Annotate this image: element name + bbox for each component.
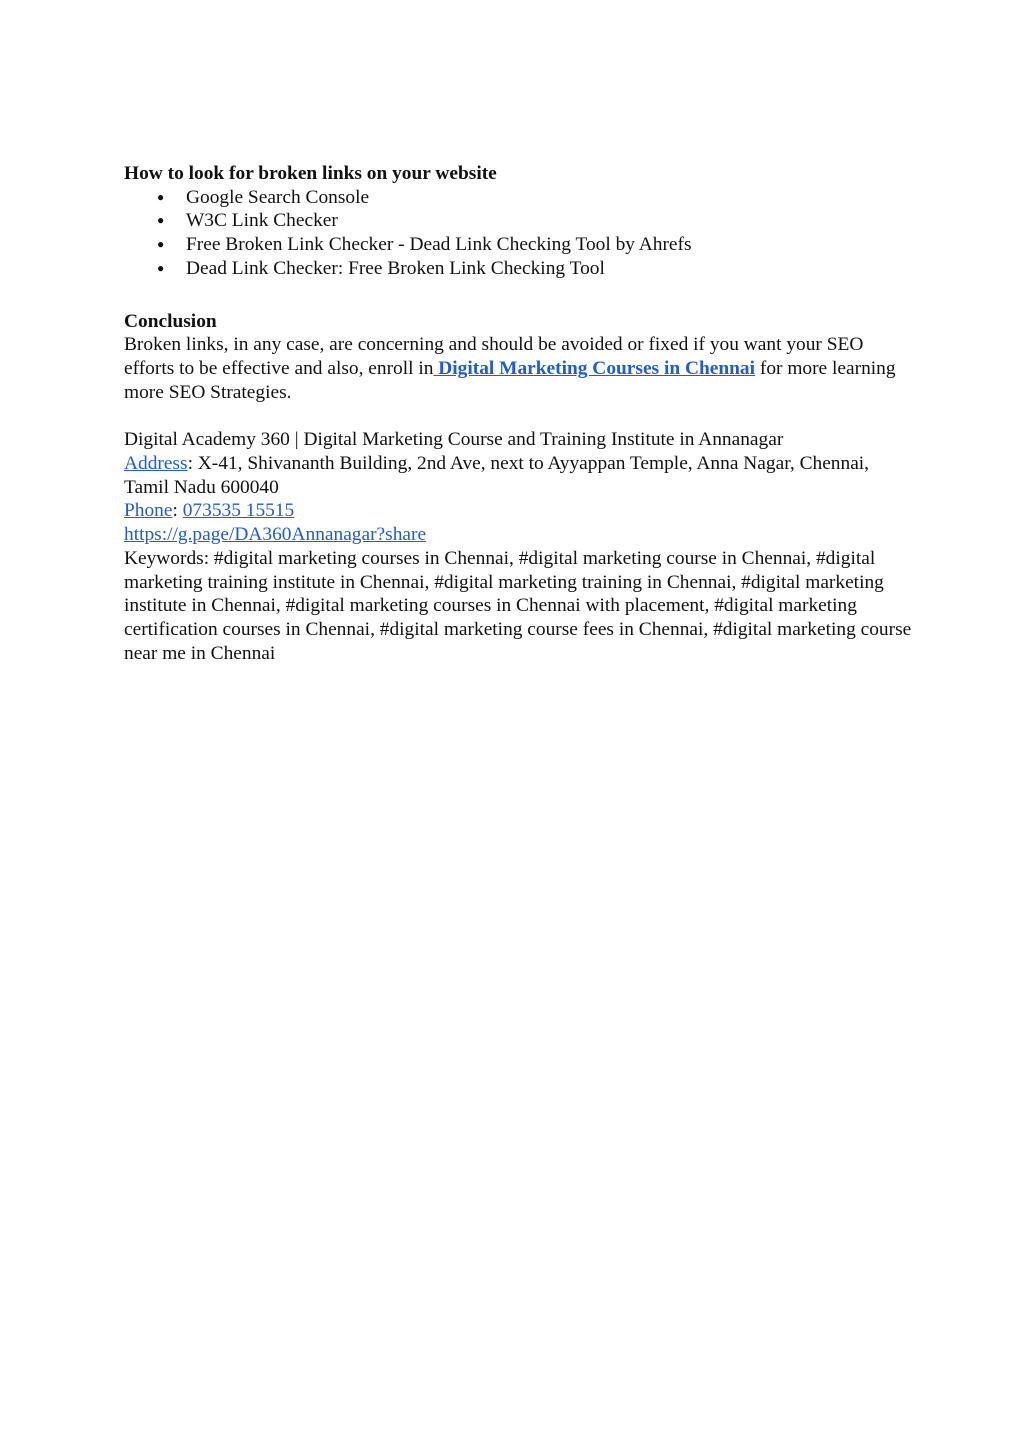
- tools-list: [124, 186, 914, 281]
- list-item: ● Free Broken Link Checker - Dead Link Checking Tool by Ahrefs: [157, 234, 692, 256]
- phone-label-link[interactable]: Phone: [124, 500, 173, 522]
- conclusion-heading: Conclusion: [124, 310, 217, 332]
- section-heading-broken-links: How to look for broken links on your website: [124, 163, 497, 184]
- list-item: ● Google Search Console: [157, 186, 370, 208]
- keywords-paragraph: Keywords: #digital marketing courses in Chennai, #digital marketing course in Chennai, #digital marketing training institute in Chennai, #digital marketing training in Chennai, #digital marketing institute in Chennai, #digital marketing courses in Chennai with placement, #digital marketing certification courses in Chennai, #digital marketing course fees in Chennai, #digital marketing course near me in Chennai: [124, 547, 912, 664]
- address-link[interactable]: Address: [124, 453, 188, 475]
- conclusion-paragraph: Broken links, in any case, are concerning and should be avoided or fixed if you want your SEO efforts to be effective and also, enroll in Digital Marketing Courses in Chennai for more learning more SEO Strategies.: [124, 334, 896, 403]
- document-page: [124, 162, 914, 665]
- url-line: [124, 523, 914, 547]
- digital-marketing-courses-link[interactable]: Digital Marketing Courses in Chennai: [433, 357, 756, 379]
- spacer: [124, 404, 914, 428]
- maps-share-link[interactable]: https://g.page/DA360Annanagar?share: [124, 524, 427, 546]
- list-item: ● W3C Link Checker: [157, 210, 338, 232]
- address-line: Address: X-41, Shivananth Building, 2nd Ave, next to Ayyappan Temple, Anna Nagar, Chennai, Tamil Nadu 600040: [124, 453, 870, 498]
- phone-number-link[interactable]: 073535 15515: [182, 500, 295, 522]
- bullet-icon: ●: [157, 237, 165, 252]
- business-name: Digital Academy 360 | Digital Marketing Course and Training Institute in Annanagar: [124, 429, 784, 451]
- bullet-icon: ●: [157, 213, 165, 228]
- bullet-icon: ●: [157, 189, 165, 204]
- phone-line: Phone: 073535 15515: [124, 500, 295, 522]
- list-item: ● Dead Link Checker: Free Broken Link Checking Tool: [157, 257, 605, 279]
- bullet-icon: ●: [157, 260, 165, 275]
- spacer: [124, 281, 914, 310]
